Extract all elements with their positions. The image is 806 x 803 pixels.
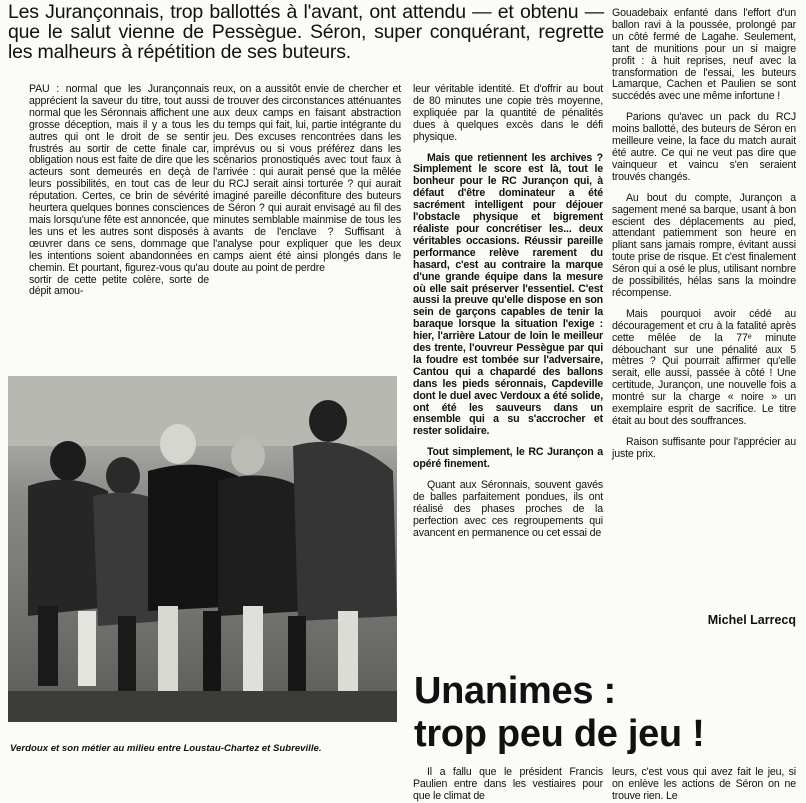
paragraph: PAU : normal que les Jurançonnais apprécient la saveur du titre, tout aussi normal que les Séronnais affichent une grosse déception, mais il y a tous les autres qui ont le droit de se sentir frustrés au sortir de cette finale car, obligation nous est faite de dire que les acteurs sont demeurés en deçà de leurs possibilités, en tout cas de leur réputation. Certes, ce brin de sévérité heurtera quelques bonnes consciences mais lorsqu'une fête est annoncée, que les uns et les autres sont disposés à œuvrer dans ce sens, dommage que les intentions soient abandonnées en chemin. Et pourtant, figurez-vous qu'au sortir de cette petite colère, sorte de dépit amou- bbox=[29, 83, 209, 298]
bold-paragraph: Mais que retiennent les archives ? Simplement le score est là, tout le bonheur pour le RC Jurançon qui, à défaut d'être dominateur a été sacrément intelligent pour déjouer l'obstacle physique et bigrement réaliste pour concrétiser les... deux véritables occasions. Réussir pareille performance relève rarement du hasard, c'est au contraire la marque d'une grande équipe dans la mesure où elle sait préserver l'essentiel. C'est aussi la preuve qu'elle dispose en son sein de garçons capables de tenir la baraque lorsque la situation l'exige : hier, l'arrière Latour de loin le meilleur des trente, l'ouvreur Pessègue par qui la foudre est tombée sur l'adversaire, Cantou qui a chapardé des ballons dans les pieds séronnais, Capdeville dont le duel avec Verdoux a été solide, ont été les sauveurs dans un ensemble qui a su s'accrocher et rester solidaire. bbox=[413, 151, 603, 438]
paragraph: Quant aux Séronnais, souvent gavés de balles parfaitement pondues, ils ont réalisé des phases proches de la perfection avec ces regroupements qui avancent en permanence ou cet essai de bbox=[413, 479, 603, 539]
paragraph: Mais pourquoi avoir cédé au découragement et cru à la fatalité après cette mêlée de la 77ᵉ minute débouchant sur une pénalité aux 5 mètres ? Qui pourrait affirmer qu'elle serait, elle aussi, passée à côté ! Une certitude, Jurançon, une nouvelle fois a montré sur la charge « noire » un exemplaire esprit de sacrifice. Le titre était au bout des souffrances. bbox=[612, 307, 796, 427]
bold-paragraph: Tout simplement, le RC Jurançon a opéré finement. bbox=[413, 446, 603, 471]
secondary-headline bbox=[414, 670, 806, 756]
paragraph: Parions qu'avec un pack du RCJ moins ballotté, des buteurs de Séron en meilleure veine, la face du match aurait été autre. Ce qui ne veut pas dire que vainqueur et vaincu s'en seraient trouvés changés. bbox=[612, 111, 796, 183]
paragraph: Raison suffisante pour l'apprécier au juste prix. bbox=[612, 435, 796, 460]
article-column-2 bbox=[213, 84, 401, 275]
paragraph: Au bout du compte, Jurançon a sagement mené sa barque, usant à bon escient des déplacements au pied, attendant patiemment son heure en pliant sans jamais rompre, évitant aussi toute prise de risque. Et c'est finalement Séron qui a osé le plus, utilisant nombre de possibilités, hélas sans la moindre récompense. bbox=[612, 191, 796, 299]
article-lede: Les Jurançonnais, trop ballottés à l'avant, ont attendu — et obtenu — que le salut vienne de Pessègue. Séron, super conquérant, regrette les malheurs à répétition de ses buteurs. bbox=[8, 1, 604, 63]
rugby-scrum-image bbox=[8, 376, 397, 722]
paragraph: reux, on a aussitôt envie de chercher et de trouver des circonstances atténuantes aux deux camps en faisant abstraction du temps qui fait, lui, partie intégrante du jeu. Des excuses rencontrées dans les imprévus ou si vous préférez dans les scénarios pronostiqués avec tout faux à l'arrivée : qui aurait pensé que la mêlée du RCJ serait ainsi torturée ? qui aurait imaginé pareille déconfiture des buteurs de Séron ? qui aurait envisagé au fil des minutes semblable mainmise de tous les avants de l'enclave ? Suffisant à l'analyse pour expliquer que les deux camps aient été ainsi plongés dans le doute au point de perdre bbox=[213, 83, 401, 274]
second-article-column-1 bbox=[413, 767, 603, 803]
author-signature: Michel Larrecq bbox=[707, 613, 796, 627]
headline-line: Unanimes : bbox=[414, 670, 616, 712]
paragraph bbox=[413, 447, 603, 471]
paragraph: leur véritable identité. Et d'offrir au bout de 80 minutes une copie très moyenne, expliquée par la quantité de pénalités dues à quelques excès dans le défi physique. bbox=[413, 83, 603, 143]
paragraph bbox=[413, 153, 603, 439]
paragraph: leurs, c'est vous qui avez fait le jeu, si on enlève les actions de Séron on ne trouve rien. Le bbox=[612, 766, 796, 802]
rugby-photo bbox=[8, 376, 397, 722]
article-column-4 bbox=[612, 8, 796, 461]
paragraph: Gouadebaix enfanté dans l'effort d'un ballon ravi à la poussée, prolongé par un côté fermé de Lagahe. Seulement, tant de munitions pour un si maigre profit : à huit reprises, neuf avec la transformation de l'essai, les buteurs Lamarque, Cachen et Paulien se sont succédés avec une même infortune ! bbox=[612, 7, 796, 103]
article-column-3 bbox=[413, 84, 603, 540]
second-article-column-2 bbox=[612, 767, 796, 803]
photo-caption: Verdoux et son métier au milieu entre Loustau-Chartez et Subreville. bbox=[10, 743, 322, 754]
paragraph: Il a fallu que le président Francis Paulien entre dans les vestiaires pour que le climat de bbox=[413, 766, 603, 802]
article-column-1 bbox=[29, 84, 209, 298]
headline-line: trop peu de jeu ! bbox=[414, 713, 705, 755]
